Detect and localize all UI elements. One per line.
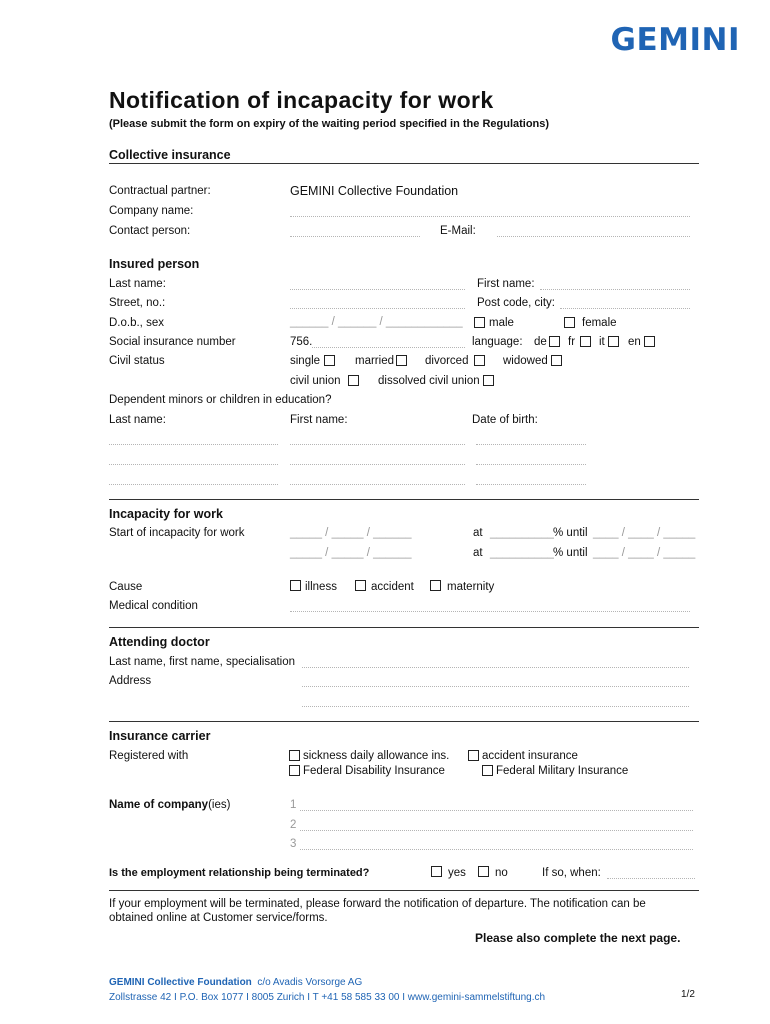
section-divider [109, 499, 699, 500]
federal-military-label: Federal Military Insurance [496, 765, 629, 777]
company-line-number: 1 [290, 799, 297, 811]
postcode-label: Post code, city: [477, 297, 555, 309]
illness-label: illness [305, 581, 337, 593]
single-checkbox[interactable] [324, 355, 335, 366]
lang-en-label: en [628, 336, 641, 348]
termination-no-checkbox[interactable] [478, 866, 489, 877]
doctor-address-label: Address [109, 675, 152, 687]
dissolved-union-label: dissolved civil union [378, 375, 480, 387]
widowed-checkbox[interactable] [551, 355, 562, 366]
doctor-name-label: Last name, first name, specialisation [109, 656, 296, 668]
next-page-note: Please also complete the next page. [475, 931, 681, 945]
dependent-last-name-label: Last name: [109, 414, 166, 426]
section-divider [109, 627, 699, 628]
civil-union-checkbox[interactable] [348, 375, 359, 386]
dependent-first-name-field[interactable] [290, 464, 465, 465]
termination-yes-checkbox[interactable] [431, 866, 442, 877]
termination-note-line1: If your employment will be terminated, please forward the notification of departure. The notification can be [109, 898, 646, 910]
accident-checkbox[interactable] [355, 580, 366, 591]
section-insured-person: Insured person [109, 257, 200, 271]
sickness-allowance-checkbox[interactable] [289, 750, 300, 761]
married-label: married [355, 355, 394, 367]
dependent-dob-field[interactable] [476, 464, 586, 465]
contractual-partner-label: Contractual partner: [109, 185, 211, 197]
until-date-field[interactable]: ____ / ____ / _____ [593, 527, 696, 539]
incapacity-start-date-field[interactable]: _____ / _____ / ______ [290, 547, 412, 559]
dissolved-union-checkbox[interactable] [483, 375, 494, 386]
page-subtitle: (Please submit the form on expiry of the waiting period specified in the Regulations) [109, 118, 550, 130]
section-insurance-carrier: Insurance carrier [109, 729, 211, 743]
dependent-first-name-field[interactable] [290, 444, 465, 445]
termination-date-label: If so, when: [542, 867, 601, 879]
maternity-checkbox[interactable] [430, 580, 441, 591]
at-label: at [473, 547, 483, 559]
dependents-question: Dependent minors or children in education? [109, 394, 332, 406]
ssn-prefix: 756. [290, 336, 313, 348]
section-incapacity: Incapacity for work [109, 507, 223, 521]
until-label: % until [553, 527, 588, 539]
last-name-field[interactable] [290, 289, 465, 290]
footer-care-of: c/o Avadis Vorsorge AG [257, 977, 363, 988]
dependent-last-name-field[interactable] [109, 464, 278, 465]
contact-person-field[interactable] [290, 236, 420, 237]
section-divider [109, 163, 699, 164]
sickness-allowance-label: sickness daily allowance ins. [303, 750, 450, 762]
contact-person-label: Contact person: [109, 225, 191, 237]
section-attending-doctor: Attending doctor [109, 635, 210, 649]
civil-status-label: Civil status [109, 355, 165, 367]
medical-condition-field[interactable] [290, 611, 690, 612]
email-label: E-Mail: [440, 225, 476, 237]
footer-address: Zollstrasse 42 I P.O. Box 1077 I 8005 Zurich I T +41 58 585 33 00 I www.gemini-sammelstiftung.ch [109, 992, 546, 1003]
percentage-field[interactable]: __________ [490, 547, 554, 559]
company-name-3-field[interactable] [300, 849, 693, 850]
footer-organization [109, 977, 362, 988]
dob-sex-label: D.o.b., sex [109, 317, 164, 329]
postcode-field[interactable] [560, 308, 690, 309]
first-name-field[interactable] [540, 289, 690, 290]
company-name-field[interactable] [290, 216, 690, 217]
dependent-first-name-field[interactable] [290, 484, 465, 485]
dependent-dob-label: Date of birth: [472, 414, 538, 426]
company-name-2-field[interactable] [300, 830, 693, 831]
page-number: 1/2 [681, 989, 695, 1000]
dependent-dob-field[interactable] [476, 484, 586, 485]
company-names-label [109, 799, 230, 811]
first-name-label: First name: [477, 278, 535, 290]
ssn-field[interactable] [312, 347, 465, 348]
federal-military-checkbox[interactable] [482, 765, 493, 776]
termination-no-label: no [495, 867, 508, 879]
company-names-label-bold: Name of company [109, 799, 209, 811]
divorced-label: divorced [425, 355, 469, 367]
male-label: male [489, 317, 514, 329]
contractual-partner-value: GEMINI Collective Foundation [290, 184, 459, 198]
dependent-first-name-label: First name: [290, 414, 348, 426]
section-collective-insurance: Collective insurance [109, 148, 231, 162]
dob-field[interactable]: ______ / ______ / ____________ [290, 316, 463, 328]
company-names-label-suffix: (ies) [208, 799, 231, 811]
lang-fr-label: fr [568, 336, 576, 348]
female-label: female [582, 317, 617, 329]
doctor-address-field[interactable] [302, 706, 689, 707]
widowed-label: widowed [503, 355, 548, 367]
maternity-label: maternity [447, 581, 495, 593]
female-checkbox[interactable] [564, 317, 575, 328]
lang-de-label: de [534, 336, 547, 348]
termination-question: Is the employment relationship being terminated? [109, 867, 370, 879]
gemini-logo: GEMINI [610, 22, 740, 58]
registered-with-label: Registered with [109, 750, 189, 762]
footer-org-name: GEMINI Collective Foundation [109, 977, 252, 988]
until-date-field[interactable]: ____ / ____ / _____ [593, 547, 696, 559]
lang-fr-checkbox[interactable] [580, 336, 591, 347]
lang-it-label: it [599, 336, 605, 348]
section-divider [109, 890, 699, 891]
percentage-field[interactable]: __________ [490, 527, 554, 539]
cause-label: Cause [109, 581, 143, 593]
termination-date-field[interactable] [607, 878, 695, 879]
male-checkbox[interactable] [474, 317, 485, 328]
dependent-dob-field[interactable] [476, 444, 586, 445]
last-name-label: Last name: [109, 278, 166, 290]
incapacity-start-label: Start of incapacity for work [109, 527, 245, 539]
doctor-name-field[interactable] [302, 667, 689, 668]
section-divider [109, 721, 699, 722]
termination-yes-label: yes [448, 867, 466, 879]
single-label: single [290, 355, 321, 367]
at-label: at [473, 527, 483, 539]
email-field[interactable] [497, 236, 690, 237]
doctor-address-field[interactable] [302, 686, 689, 687]
page-title: Notification of incapacity for work [109, 87, 494, 113]
married-checkbox[interactable] [396, 355, 407, 366]
lang-en-checkbox[interactable] [644, 336, 655, 347]
incapacity-start-date-field[interactable]: _____ / _____ / ______ [290, 527, 412, 539]
accident-label: accident [371, 581, 414, 593]
illness-checkbox[interactable] [290, 580, 301, 591]
civil-union-label: civil union [290, 375, 341, 387]
accident-insurance-label: accident insurance [482, 750, 578, 762]
street-field[interactable] [290, 308, 465, 309]
lang-de-checkbox[interactable] [549, 336, 560, 347]
lang-it-checkbox[interactable] [608, 336, 619, 347]
accident-insurance-checkbox[interactable] [468, 750, 479, 761]
company-line-number: 2 [290, 819, 297, 831]
until-label: % until [553, 547, 588, 559]
termination-note-line2: obtained online at Customer service/forms. [109, 912, 328, 924]
dependent-last-name-field[interactable] [109, 484, 278, 485]
federal-disability-label: Federal Disability Insurance [303, 765, 445, 777]
medical-condition-label: Medical condition [109, 600, 198, 612]
company-name-label: Company name: [109, 205, 194, 217]
company-name-1-field[interactable] [300, 810, 693, 811]
divorced-checkbox[interactable] [474, 355, 485, 366]
language-label: language: [472, 336, 523, 348]
dependent-last-name-field[interactable] [109, 444, 278, 445]
ssn-label: Social insurance number [109, 336, 236, 348]
company-line-number: 3 [290, 838, 297, 850]
street-label: Street, no.: [109, 297, 166, 309]
federal-disability-checkbox[interactable] [289, 765, 300, 776]
